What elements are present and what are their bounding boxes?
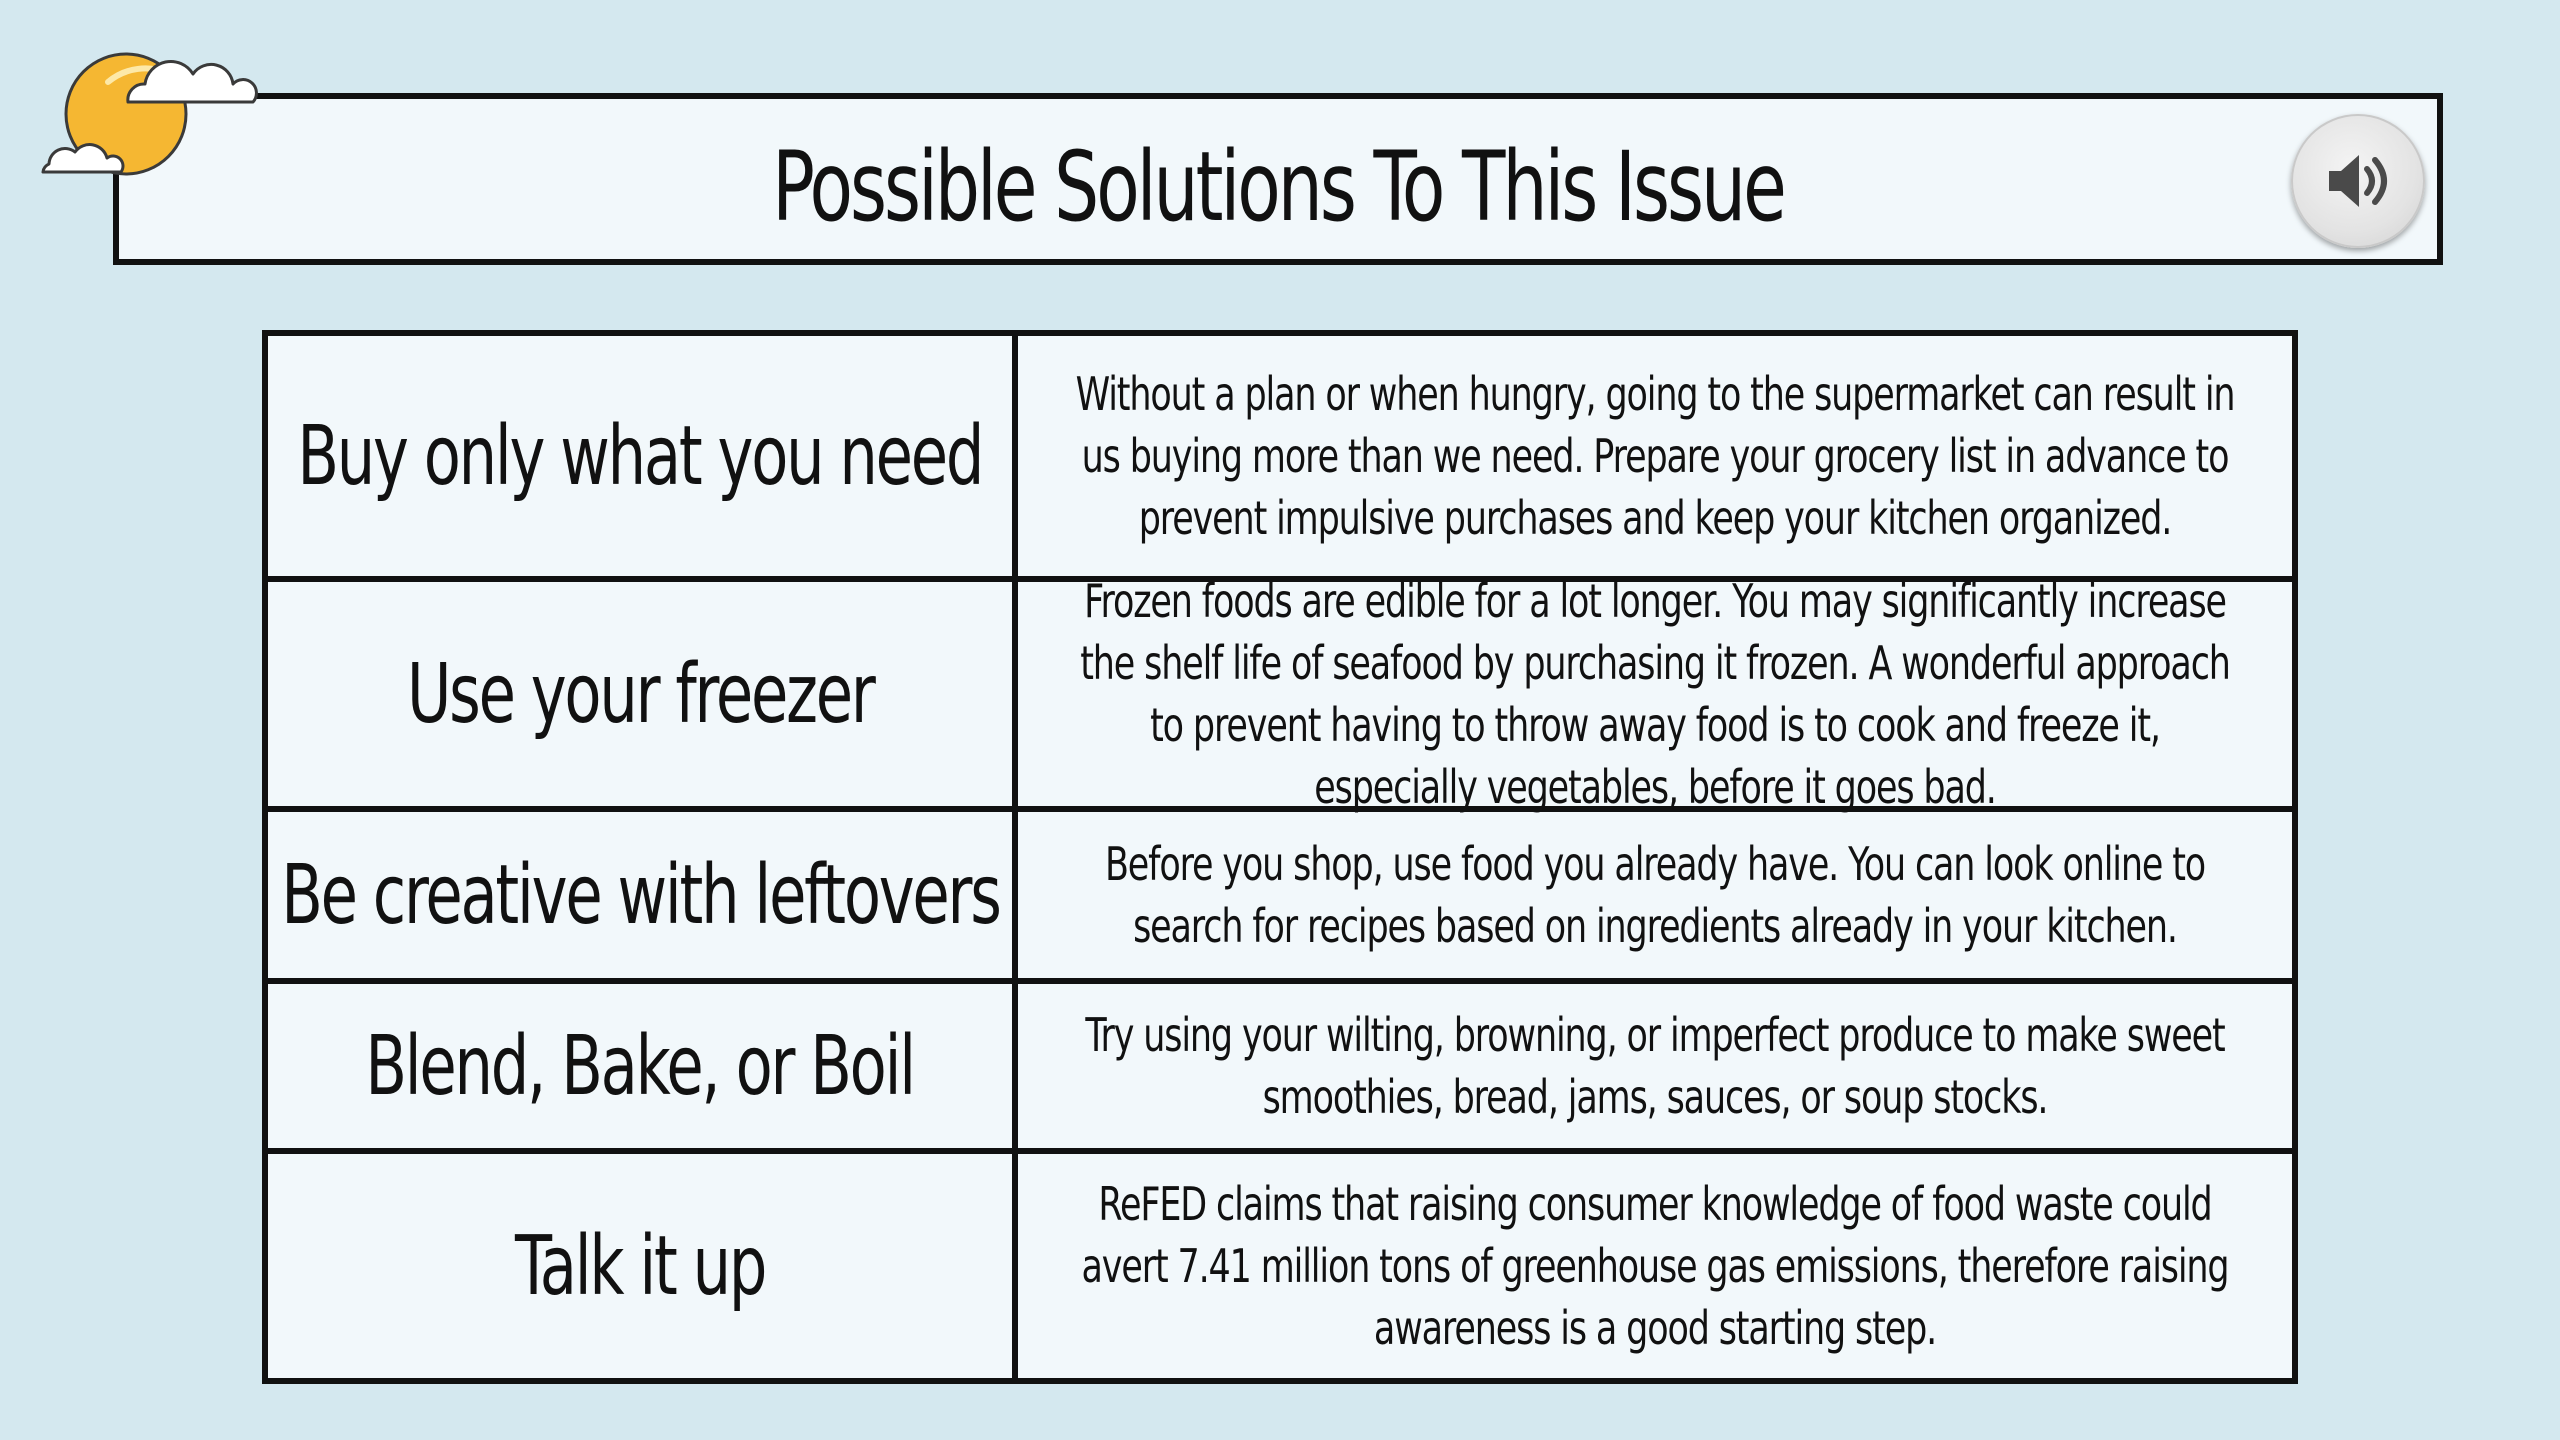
solutions-table (262, 330, 2298, 1384)
table-row (268, 574, 2292, 814)
solution-heading: Blend, Bake, or Boil (365, 1018, 915, 1114)
solution-heading: Talk it up (514, 1218, 766, 1314)
table-row (268, 978, 2292, 1148)
table-row (268, 806, 2292, 978)
solution-heading-cell (268, 812, 1018, 978)
solution-description-cell (1018, 336, 2292, 576)
solution-description-cell (1018, 984, 2292, 1148)
sun-with-clouds-icon (38, 42, 258, 187)
table-row (268, 1148, 2292, 1378)
solution-description: Without a plan or when hungry, going to the supermarket can result in us buying more than we need. Prepare your grocery list in advance to prevent impulsive purchases and keep your kitchen organized. (1075, 367, 2235, 545)
solution-description-cell (1018, 812, 2292, 978)
audio-play-button[interactable] (2291, 114, 2425, 248)
solution-heading-cell (268, 984, 1018, 1148)
page-title: Possible Solutions To This Issue (772, 131, 1784, 243)
solution-heading-cell (268, 582, 1018, 806)
speaker-volume-icon (2325, 151, 2391, 211)
solution-heading-cell (268, 1154, 1018, 1378)
solution-heading: Buy only what you need (297, 408, 983, 504)
solution-description: ReFED claims that raising consumer knowledge of food waste could avert 7.41 million tons of greenhouse gas emissions, therefore raising awareness is a good starting step. (1081, 1177, 2229, 1355)
solution-description-cell (1018, 574, 2292, 814)
title-banner (113, 93, 2443, 265)
solution-description-cell (1018, 1154, 2292, 1378)
solution-description: Try using your wilting, browning, or imperfect produce to make sweet smoothies, bread, jams, sauces, or soup stocks. (1085, 1008, 2225, 1124)
solution-heading: Be creative with leftovers (280, 847, 1000, 943)
solution-heading-cell (268, 336, 1018, 576)
solution-heading: Use your freezer (406, 646, 874, 742)
solution-description: Before you shop, use food you already have. You can look online to search for recipes based on ingredients already in your kitchen. (1104, 837, 2206, 953)
table-row (268, 336, 2292, 576)
solution-description: Frozen foods are edible for a lot longer. You may significantly increase the shelf life of seafood by purchasing it frozen. A wonderful approach to prevent having to throw away food is to cook and freeze it, especially vegetables, before it goes bad. (1080, 574, 2230, 814)
